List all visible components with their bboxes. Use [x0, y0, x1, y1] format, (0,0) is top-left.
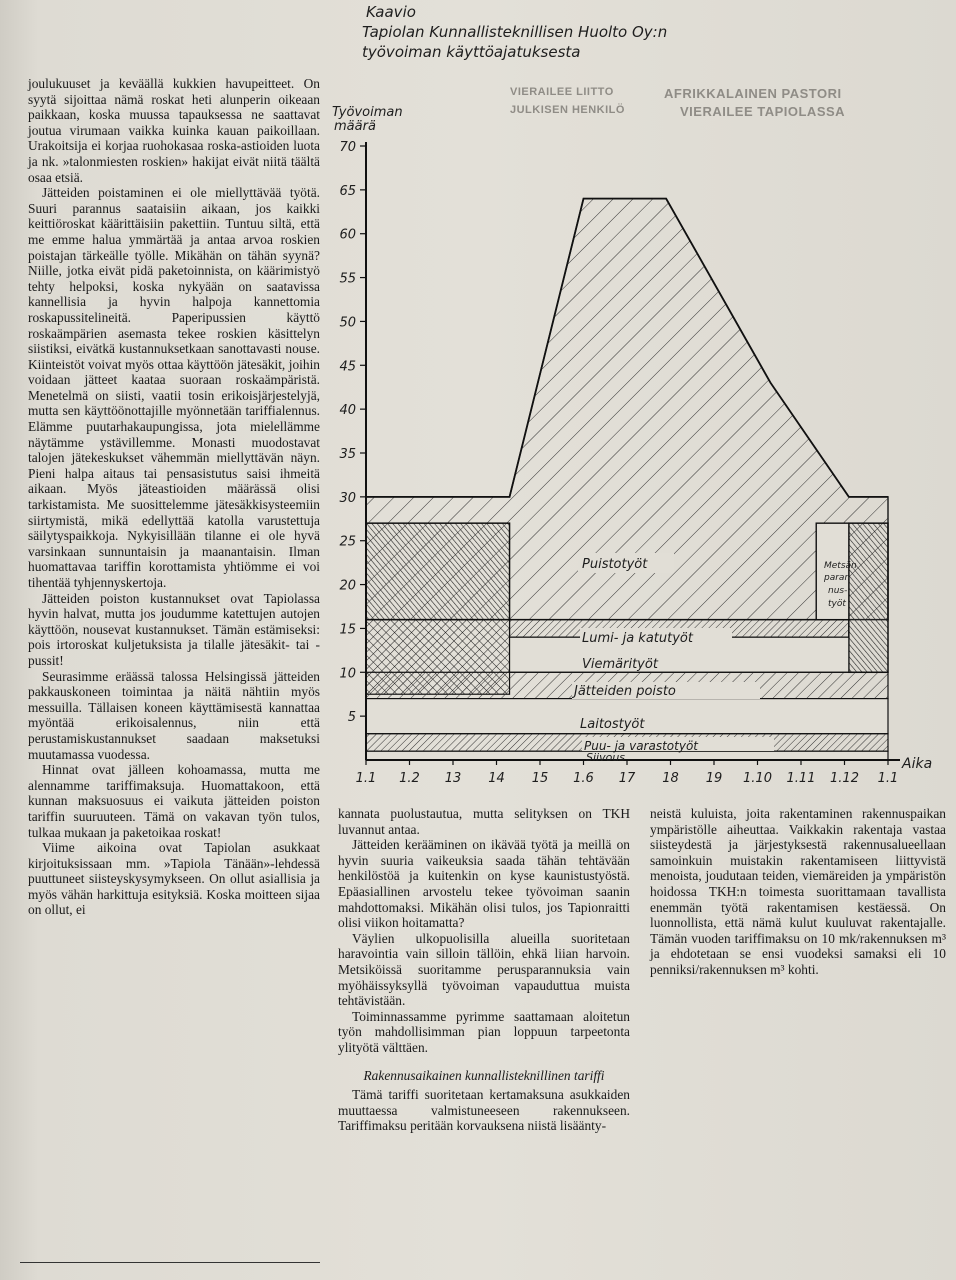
y-tick-label: 50: [339, 315, 356, 331]
x-tick-label: 14: [488, 771, 505, 786]
background-title-2: VIERAILEE TAPIOLASSA: [680, 104, 846, 119]
x-tick-label: 1.10: [743, 771, 772, 786]
y-axis-label-line-1: Työvoiman: [332, 105, 403, 120]
y-tick-label: 35: [339, 447, 356, 462]
paragraph: Seurasimme eräässä talossa Helsingissä jätteiden pakkauskoneen toimintaa ja näitä nähtiin myös messuilla. Tällaisen koneen käyttämisestä kannattaa myöntää erikoisalennus, niin että perustamiskustannukset saadaan maksetuksi muutamassa vuodessa.: [28, 668, 320, 762]
background-title-4: VIERAILEE LIITTO: [510, 86, 614, 98]
paragraph: Jätteiden poiston kustannukset ovat Tapiolassa hyvin halvat, mutta jos joudumme katettujen autojen käyttöön, nousevat kustannukset. Tämän estämiseksi: pois irtoroskat kuljetuksista ja tilalle jätesäkit- tai -pussit!: [28, 590, 320, 668]
layer-label-metsa-2: paran: [824, 573, 851, 583]
paragraph: Toiminnassamme pyrimme saattamaan aloitetun työn mahdollisimman pian loppuun tarpeetonta ylityötä välttäen.: [338, 1008, 630, 1055]
chart-caption-line-2: Tapiolan Kunnallisteknillisen Huolto Oy:n: [362, 23, 668, 41]
x-tick-label: 13: [444, 771, 462, 786]
layer-label-puistotyot: Puistotyöt: [582, 557, 648, 572]
x-tick-label: 1.6: [573, 771, 594, 786]
text-column-right: [650, 806, 946, 978]
paragraph: Viime aikoina ovat Tapiolan asukkaat kirjoituksissaan mm. »Tapiola Tänään»-lehdessä puuttuneet siisteyskysymykseen. On ollut asiallisia ja myös vähän harkittuja esityksiä. Koska moitteen sijaa on ollut, ei: [28, 840, 320, 918]
y-tick-label: 70: [339, 140, 356, 155]
y-axis-label-line-2: määrä: [334, 119, 376, 134]
x-tick-label: 19: [705, 771, 723, 786]
paragraph: Jätteiden poistaminen ei ole miellyttävää työtä. Suuri parannus saataisiin aikaan, jos kaikki keittiöroskat käärittäisiin pakettiin. Tuntuu siltä, että me emme halua ymmärtää ja antaa arvoa roskien poistajan tärkeälle työlle. Mikähän on tähän syynä? Niille, jotka eivät pidä paketoinnista, on käärimistyö tehty helpoksi, koska nykyään on saatavissa kannellisia ja hyvin halpoja kannettomia roskapussitelineitä. Paperipussien käyttö roskaämpärien asemasta tekee roskien käsittelyn siistiksi, eivätkä kustannuksetkaan sanottavasti nouse. Kiinteistöt voivat myös ottaa käyttöön jätesäkit, joihin voidaan jätteet kaataa suoraan roskaämpäristä. Menetelmä on siisti, vaatii tosin erikoisjärjestelyjä, mutta sen käyttöönottajille myönnetään tariffialennus. Elämme puutarhakaupungissa, jota mielellämme näytämme ystävillemme. Monasti muodostavat talojen jätekeskukset vähemmän miellyttävän näyn. Pieni halpa aitaus tai pensasistutus saisi ihmeitä aikaan. Myös jäteastioiden määrässä olisi tarkistamista. Me suosittelemme jätesäkkisysteemiin siirtymistä, mikä edellyttää katolla varustettuja säilytyspaikkoja. Nykyisillään tilanne ei ole hyvä varsinkaan sunnuntaisin ja maanantaisin. Ilman huomattavaa tariffin korottamista yhtiömme ei voi tihentää tyhjennyskertoja.: [28, 185, 320, 590]
background-title-1: AFRIKKALAINEN PASTORI: [664, 86, 842, 101]
layer-label-metsa-3: nus-: [828, 586, 848, 596]
subheading: Rakennusaikainen kunnallisteknillinen tariffi: [363, 1067, 605, 1083]
chart-caption-line-3: työvoiman käyttöajatuksesta: [362, 43, 581, 61]
layer-label-viemarityot: Viemärityöt: [582, 657, 658, 672]
y-tick-label: 5: [347, 710, 356, 726]
layer-label-puu-varastotyot: Puu- ja varastotyöt: [584, 739, 698, 753]
layer-label-metsa-4: työt: [828, 599, 846, 609]
x-tick-label: 1.1: [877, 771, 899, 786]
x-tick-label: 1.1: [355, 771, 377, 786]
x-axis-label: Aika: [902, 756, 933, 772]
paragraph: Väylien ulkopuolisilla alueilla suoritetaan haravointia vain silloin tällöin, ehkä liian harvoin. Metsiköissä suoritamme perusparannuksia vain myöhäissyksyllä työvoiman vapauduttua muista tehtävistään.: [338, 930, 630, 1009]
y-tick-label: 15: [339, 622, 356, 638]
paragraph: Jätteiden kerääminen on ikävää työtä ja meillä on hyvin suuria vaikeuksia saada tähän tehtävään henkilöstöä ja kuitenkin on kyse kaunistustyöstä. Epäasiallinen arvostelu tekee työvoiman saanin mahdottomaksi. Mikähän olisi tulos, jos Tapionraitti olisi viikon hoitamatta?: [338, 837, 630, 931]
y-tick-label: 55: [339, 271, 356, 287]
x-tick-label: 1.11: [786, 771, 816, 786]
text-column-middle: [338, 806, 630, 1134]
paragraph: neistä kuluista, joita rakentaminen rakennuspaikan ympäristölle aiheuttaa. Vaikkakin rakentaja vastaa siisteydestä ja järjestyksestä rakennusalueellaan samoinkuin muistakin rakentamiseen liittyvistä menoista, joudutaan teiden, viemäreiden ja ympäristön hoidossa TKH:n toimesta suorittamaan tavallista enemmän työtä rakentamisen kestäessä. On luonnollista, että nämä kulut kuuluvat rakentajalle. Tämän vuoden tariffimaksu on 10 mk/rakennuksen m³ ja ehdotetaan se ensi vuodeksi samaksi eli 10 penniksi/rakennuksen m³ kohti.: [650, 806, 946, 977]
area-winter-block-dec: [849, 523, 888, 672]
y-tick-label: 45: [339, 359, 356, 375]
paragraph: Hinnat ovat jälleen kohoamassa, mutta me alennamme tariffimaksuja. Huomattakoon, että kunnan maksuosuus ei vaikuta jätteiden poiston tariffin suuruuteen. Tämä on vakavan työn tulos, tulkaa mukaan ja paketoikaa roskat!: [28, 762, 320, 840]
paragraph: kannata puolustautua, mutta selityksen on TKH luvannut antaa.: [338, 806, 630, 837]
layer-label-metsa-1: Metsän: [824, 561, 857, 571]
layer-label-siivous: Siivous: [586, 751, 626, 764]
y-tick-label: 65: [339, 183, 356, 199]
y-tick-label: 40: [339, 403, 356, 419]
x-tick-label: 15: [531, 771, 549, 786]
area-lumi-katutyot-winter: [366, 523, 510, 619]
layer-label-lumi-katutyot: Lumi- ja katutyöt: [582, 631, 693, 646]
background-title-3: JULKISEN HENKILÖ: [510, 104, 625, 116]
layer-label-laitostyot: Laitostyöt: [580, 717, 645, 732]
paragraph: joulukuuset ja keväällä kukkien havupeitteet. On syytä sijoittaa nämä roskat heti alunperin oikeaan paikkaan, koska muussa tapauksessa ne saattavat joutua virumaan vaikka kuinka kauan paikoillaan. Urakoitsija ei korjaa ruohokasaa roska-astioiden luota ja nk. »talonmiesten roskien» hakijat eivät niitä täältä osaa etsiä.: [28, 76, 320, 185]
y-tick-label: 10: [339, 666, 356, 682]
x-tick-label: 1.12: [830, 771, 859, 786]
chart-caption-line-1: Kaavio: [366, 3, 416, 21]
x-tick-label: 17: [618, 771, 636, 786]
text-column-left: [28, 76, 320, 918]
y-tick-label: 25: [339, 534, 356, 550]
x-tick-label: 1.2: [399, 771, 420, 786]
paragraph: Tämä tariffi suoritetaan kertamaksuna asukkaiden muuttaessa valmistuneeseen rakennukseen. Tariffimaksu peritään korvauksena niistä lisäänty-: [338, 1087, 630, 1134]
y-tick-label: 20: [339, 578, 356, 594]
y-tick-label: 30: [339, 490, 356, 506]
y-tick-label: 60: [339, 227, 356, 243]
x-tick-label: 18: [662, 771, 679, 786]
chart-layers: [366, 199, 888, 760]
layer-label-jatteiden-poisto: Jätteiden poisto: [574, 684, 676, 699]
bottom-rule: [20, 1262, 320, 1263]
